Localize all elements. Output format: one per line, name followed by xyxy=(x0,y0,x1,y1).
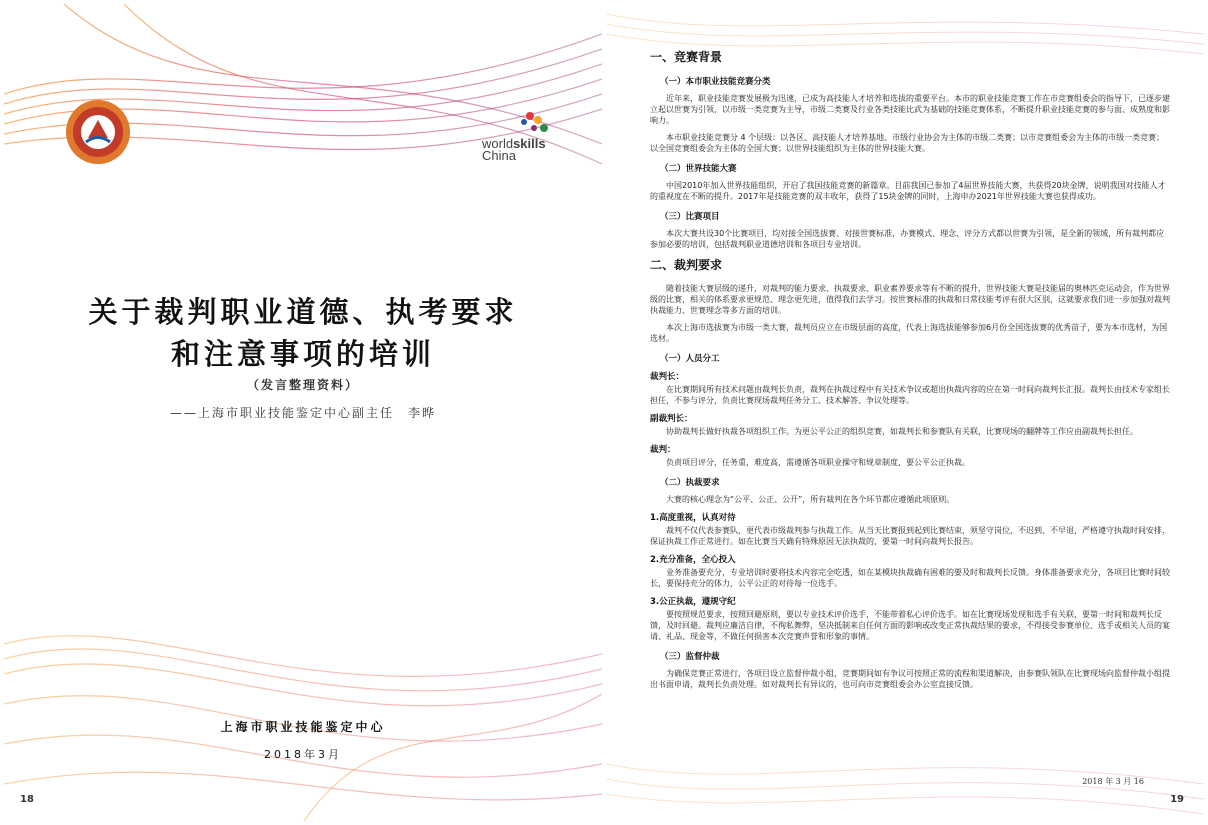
body-paragraph: 本市职业技能竞赛分 4 个层级：以各区、高技能人才培养基地、市级行业协会为主体的市级二类赛；以市竞赛组委会为主体的市级一类竞赛；以全国竞赛组委会为主体的全国大赛；以世界技能组织为主体的世界技能大赛。 xyxy=(650,133,1165,153)
subsection-heading: （二）世界技能大赛 xyxy=(660,164,737,174)
subsection-heading: 副裁判长： xyxy=(650,414,693,424)
subsection-heading: （三）监督仲裁 xyxy=(660,652,720,662)
subsection-heading: 裁判长： xyxy=(650,372,685,382)
subsection-heading: 3.公正执裁，遵规守纪 xyxy=(650,597,736,607)
body-paragraph: 本次上海市选拔赛为市级一类大赛，裁判员应立在市级层面的高度，代表上海选拔能够参加6月份全国选拔赛的优秀苗子，要为本市选材，为国选材。 xyxy=(650,323,1168,343)
body-paragraph: 大赛的核心理念为“公平、公正、公开”，所有裁判在各个环节都应遵循此项原则。 xyxy=(666,495,955,504)
body-paragraph: 业务准备要充分，专业培训时要将技术内容完全吃透，如在某模块执裁确有困难的要及时和裁判长反馈。身体准备要求充分，各项目比赛时间较长，要保持充分的体力，公平公正的对待每一位选手。 xyxy=(650,568,1170,588)
body-paragraph: 本次大赛共设30个比赛项目，均对接全国选拔赛、对接世赛标准，办赛模式、理念、评分方式都以世赛为引领，是全新的领域，所有裁判都应参加必要的培训，包括裁判职业道德培训和各项目专业培训。 xyxy=(650,229,1165,249)
worldskills-china-text: worldskills China xyxy=(482,136,546,163)
subsection-heading: （一）人员分工 xyxy=(660,354,720,364)
body-paragraph: 要按照规范要求，按照回避原则，要以专业技术评价选手，不能带着私心评价选手。如在比赛现场发现和选手有关联，要第一时间和裁判长反馈，及时回避。裁判应廉洁自律，不徇私舞弊，坚决抵制来自任何方面的影响或改变正常执裁结果的要求，不得接受参赛单位、选手或相关人员的宴请、礼品、现金等，不做任何损害本次竞赛声誉和形象的事情。 xyxy=(650,610,1170,641)
issuing-organization: 上海市职业技能鉴定中心 xyxy=(220,720,386,734)
signature-date: 2018 年 3 月 16 xyxy=(1082,777,1144,786)
page-number-left: 18 xyxy=(20,794,34,805)
subsection-heading: 2.充分准备，全心投入 xyxy=(650,555,736,565)
body-paragraph: 近年来，职业技能竞赛发展极为迅速，已成为高技能人才培养和选拔的重要平台。本市的职业技能竞赛工作在市竞赛组委会的指导下，已逐步建立起以世赛为引领，以市级一类竞赛为主导，市级二类赛及行业各类技能比武为基础的技能竞赛体系，不断提升职业技能竞赛的参与面、成熟度和影响力。 xyxy=(650,94,1170,125)
cover-page xyxy=(4,4,602,821)
body-paragraph: 裁判不仅代表参赛队，更代表市级裁判参与执裁工作。从当天比赛报到起到比赛结束，须坚守岗位，不迟到、不早退，严格遵守执裁时间安排，保证执裁工作正常进行。如在比赛当天确有特殊原因无法执裁的，要第一时间向裁判长报告。 xyxy=(650,526,1170,546)
section-heading: 二、裁判要求 xyxy=(650,258,723,272)
body-paragraph: 随着技能大赛层级的递升，对裁判的能力要求、执裁要求、职业素养要求等有不断的提升，世界技能大赛是技能届的奥林匹克运动会，作为世界级的比赛，相关的体系要求更规范、理念更先进，值得我们去学习。按世赛标准的执裁和日常技能考评有很大区别，这就要求我们进一步加强对裁判执裁能力、世赛理念等多方面的培训。 xyxy=(650,284,1170,315)
subsection-heading: 1.高度重视，认真对待 xyxy=(650,513,736,523)
body-paragraph: 负责项目评分，任务重，难度高，需遵循各项职业操守和规章制度，要公平公正执裁。 xyxy=(666,458,970,467)
body-paragraph: 在比赛期间所有技术问题由裁判长负责，裁判在执裁过程中有关技术争议或超出执裁内容的应在第一时间向裁判长汇报。裁判长由技术专家组长担任，不参与评分，负责比赛现场裁判任务分工、技术解答、争议处理等。 xyxy=(650,385,1170,405)
article-body xyxy=(650,48,1172,696)
document-title-line-2: 和注意事项的培训 xyxy=(170,337,435,371)
document-author: ——上海市职业技能鉴定中心副主任 李晔 xyxy=(169,406,436,420)
body-paragraph: 为确保竞赛正常进行，各项目设立监督仲裁小组，竞赛期间如有争议可按照正常的流程和渠道解决，由参赛队领队在比赛现场向监督仲裁小组提出书面申请，裁判长负责处理。如对裁判长有异议的，也可向市竞赛组委会办公室直接反馈。 xyxy=(650,669,1170,689)
content-page xyxy=(606,4,1204,821)
issue-date: 2018年3月 xyxy=(264,748,342,761)
competition-badge-icon xyxy=(64,98,132,166)
document-subtitle: （发言整理资料） xyxy=(246,378,359,392)
body-paragraph: 中国2010年加入世界技能组织，开启了我国技能竞赛的新篇章。目前我国已参加了4届世界技能大赛，共获得20块金牌，说明我国对技能人才的重视度在不断的提升。2017年是技能竞赛的双丰收年，获得了15块金牌的同时，上海申办2021年世界技能大赛也获得成功。 xyxy=(650,181,1166,201)
document-title-line-1: 关于裁判职业道德、执考要求 xyxy=(88,295,518,329)
subsection-heading: （二）执裁要求 xyxy=(660,478,720,488)
subsection-heading: 裁判： xyxy=(650,445,676,455)
body-paragraph: 协助裁判长做好执裁各项组织工作。为更公平公正的组织竞赛，如裁判长和参赛队有关联，比赛现场的翻牌等工作应由副裁判长担任。 xyxy=(666,427,1138,436)
page-number-right: 19 xyxy=(1170,794,1184,805)
subsection-heading: （三）比赛项目 xyxy=(660,212,720,222)
section-heading: 一、竞赛背景 xyxy=(650,50,723,64)
subsection-heading: （一）本市职业技能竞赛分类 xyxy=(660,77,771,87)
